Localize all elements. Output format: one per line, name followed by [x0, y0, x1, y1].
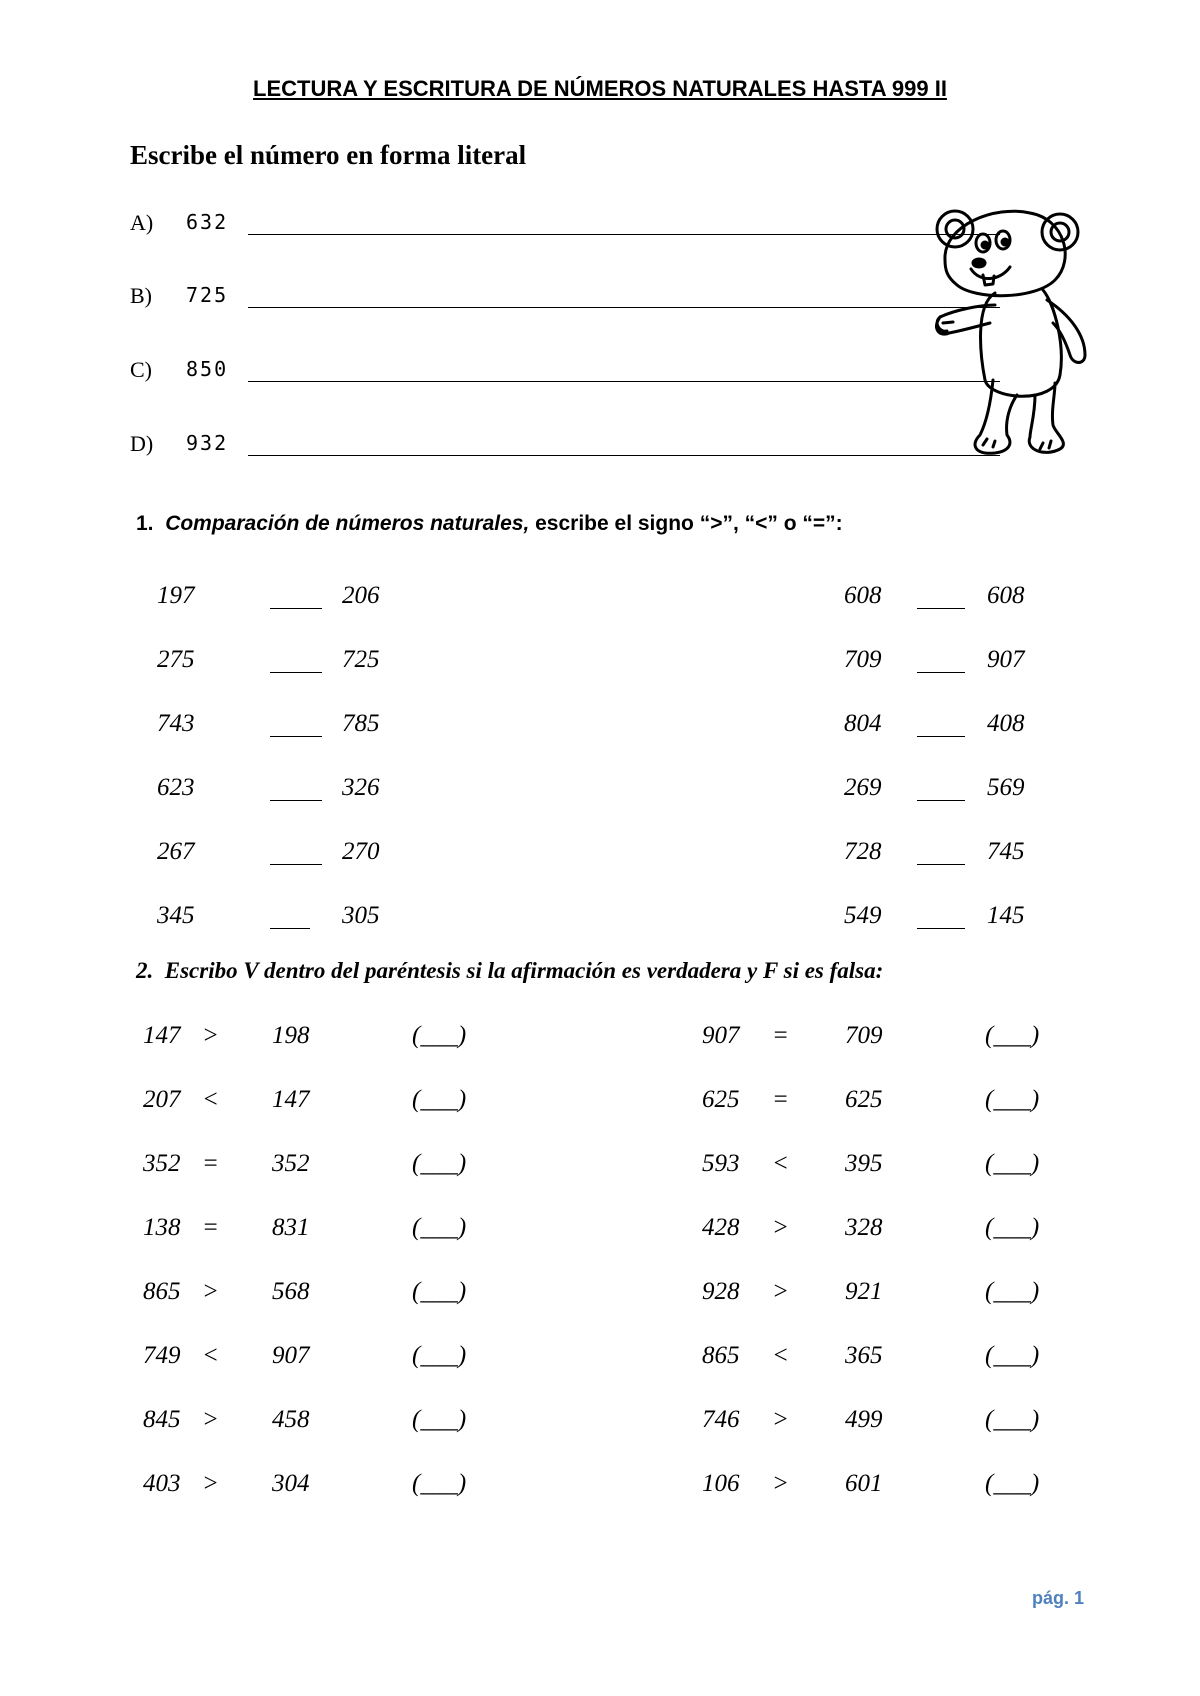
statement-operator: < — [772, 1342, 789, 1369]
sign-blank[interactable] — [917, 842, 965, 865]
answer-line[interactable] — [248, 455, 1000, 456]
sign-blank[interactable] — [270, 906, 310, 929]
statement-right-value: 328 — [845, 1214, 883, 1241]
comparison-left-value: 197 — [157, 582, 195, 609]
statement-left-value: 147 — [143, 1022, 181, 1049]
statement-right-value: 601 — [845, 1470, 883, 1497]
statement-left-value: 403 — [143, 1470, 181, 1497]
answer-parenthesis[interactable]: (___) — [412, 1086, 467, 1113]
statement-right-value: 907 — [272, 1342, 310, 1369]
answer-line[interactable] — [248, 307, 1000, 308]
comparison-right-value: 305 — [342, 902, 380, 929]
sign-blank[interactable] — [270, 714, 322, 737]
comparison-left-value: 269 — [844, 774, 882, 801]
answer-parenthesis[interactable]: (___) — [985, 1086, 1040, 1113]
section1-number: 1. — [136, 512, 154, 535]
literal-label: B) — [130, 283, 152, 308]
statement-operator: < — [772, 1150, 789, 1177]
statement-right-value: 831 — [272, 1214, 310, 1241]
sign-blank[interactable] — [270, 586, 322, 609]
comparison-right-value: 569 — [987, 774, 1025, 801]
statement-left-value: 207 — [143, 1086, 181, 1113]
comparison-left-value: 608 — [844, 582, 882, 609]
comparison-right-value: 270 — [342, 838, 380, 865]
statement-right-value: 304 — [272, 1470, 310, 1497]
literal-number: 725 — [186, 283, 229, 307]
answer-parenthesis[interactable]: (___) — [985, 1150, 1040, 1177]
statement-right-value: 198 — [272, 1022, 310, 1049]
comparison-left-value: 267 — [157, 838, 195, 865]
statement-left-value: 106 — [702, 1470, 740, 1497]
page-number: pág. 1 — [1032, 1588, 1085, 1608]
statement-operator: > — [202, 1022, 219, 1049]
sign-blank[interactable] — [917, 906, 965, 929]
statement-left-value: 907 — [702, 1022, 740, 1049]
answer-parenthesis[interactable]: (___) — [412, 1150, 467, 1177]
section2-number: 2. — [136, 958, 154, 983]
sign-blank[interactable] — [270, 842, 322, 865]
statement-operator: < — [202, 1342, 219, 1369]
statement-operator: = — [202, 1214, 219, 1241]
statement-right-value: 395 — [845, 1150, 883, 1177]
statement-left-value: 428 — [702, 1214, 740, 1241]
bear-illustration-icon — [935, 205, 1125, 457]
answer-parenthesis[interactable]: (___) — [985, 1470, 1040, 1497]
answer-parenthesis[interactable]: (___) — [412, 1406, 467, 1433]
statement-operator: > — [772, 1214, 789, 1241]
sign-blank[interactable] — [917, 650, 965, 673]
answer-line[interactable] — [248, 381, 1000, 382]
sign-blank[interactable] — [917, 714, 965, 737]
answer-parenthesis[interactable]: (___) — [412, 1278, 467, 1305]
page-title: LECTURA Y ESCRITURA DE NÚMEROS NATURALES HASTA 999 II — [253, 76, 947, 101]
statement-operator: > — [202, 1406, 219, 1433]
comparison-left-value: 345 — [157, 902, 195, 929]
sign-blank[interactable] — [270, 650, 322, 673]
statement-right-value: 921 — [845, 1278, 883, 1305]
answer-parenthesis[interactable]: (___) — [985, 1342, 1040, 1369]
answer-line[interactable] — [248, 234, 1000, 235]
section1-heading — [136, 512, 843, 536]
comparison-right-value: 745 — [987, 838, 1025, 865]
statement-right-value: 568 — [272, 1278, 310, 1305]
literal-number: 850 — [186, 357, 229, 381]
answer-parenthesis[interactable]: (___) — [985, 1406, 1040, 1433]
statement-operator: > — [772, 1470, 789, 1497]
statement-operator: < — [202, 1086, 219, 1113]
statement-right-value: 147 — [272, 1086, 310, 1113]
statement-left-value: 845 — [143, 1406, 181, 1433]
comparison-left-value: 728 — [844, 838, 882, 865]
section2-heading-text: Escribo V dentro del paréntesis si la afirmación es verdadera y F si es falsa: — [164, 958, 884, 983]
comparison-right-value: 145 — [987, 902, 1025, 929]
answer-parenthesis[interactable]: (___) — [412, 1470, 467, 1497]
literal-label: C) — [130, 357, 152, 382]
statement-right-value: 458 — [272, 1406, 310, 1433]
statement-left-value: 928 — [702, 1278, 740, 1305]
section2-heading — [136, 958, 883, 984]
comparison-right-value: 206 — [342, 582, 380, 609]
answer-parenthesis[interactable]: (___) — [985, 1278, 1040, 1305]
comparison-left-value: 275 — [157, 646, 195, 673]
section1-heading-rest: escribe el signo “>”, “<” o “=”: — [529, 512, 843, 535]
answer-parenthesis[interactable]: (___) — [985, 1214, 1040, 1241]
statement-left-value: 865 — [702, 1342, 740, 1369]
literal-label: D) — [130, 431, 154, 456]
sign-blank[interactable] — [917, 778, 965, 801]
statement-left-value: 138 — [143, 1214, 181, 1241]
answer-parenthesis[interactable]: (___) — [412, 1022, 467, 1049]
comparison-left-value: 549 — [844, 902, 882, 929]
statement-right-value: 352 — [272, 1150, 310, 1177]
answer-parenthesis[interactable]: (___) — [985, 1022, 1040, 1049]
statement-left-value: 593 — [702, 1150, 740, 1177]
statement-left-value: 352 — [143, 1150, 181, 1177]
statement-operator: > — [772, 1406, 789, 1433]
section1-heading-italic: Comparación de números naturales, — [165, 512, 530, 535]
comparison-right-value: 785 — [342, 710, 380, 737]
statement-right-value: 499 — [845, 1406, 883, 1433]
statement-right-value: 709 — [845, 1022, 883, 1049]
answer-parenthesis[interactable]: (___) — [412, 1214, 467, 1241]
comparison-right-value: 725 — [342, 646, 380, 673]
statement-operator: = — [772, 1086, 789, 1113]
comparison-right-value: 408 — [987, 710, 1025, 737]
statement-operator: > — [202, 1278, 219, 1305]
statement-operator: > — [202, 1470, 219, 1497]
comparison-right-value: 608 — [987, 582, 1025, 609]
literal-number: 632 — [186, 210, 229, 234]
sign-blank[interactable] — [917, 586, 965, 609]
answer-parenthesis[interactable]: (___) — [412, 1342, 467, 1369]
comparison-left-value: 623 — [157, 774, 195, 801]
statement-left-value: 746 — [702, 1406, 740, 1433]
comparison-left-value: 804 — [844, 710, 882, 737]
statement-left-value: 625 — [702, 1086, 740, 1113]
literal-label: A) — [130, 210, 154, 235]
comparison-right-value: 326 — [342, 774, 380, 801]
sign-blank[interactable] — [270, 778, 322, 801]
comparison-right-value: 907 — [987, 646, 1025, 673]
literal-number: 932 — [186, 431, 229, 455]
statement-operator: > — [772, 1278, 789, 1305]
statement-operator: = — [772, 1022, 789, 1049]
statement-left-value: 865 — [143, 1278, 181, 1305]
literal-heading: Escribe el número en forma literal — [130, 140, 527, 170]
statement-right-value: 365 — [845, 1342, 883, 1369]
statement-right-value: 625 — [845, 1086, 883, 1113]
comparison-left-value: 709 — [844, 646, 882, 673]
statement-operator: = — [202, 1150, 219, 1177]
statement-left-value: 749 — [143, 1342, 181, 1369]
comparison-left-value: 743 — [157, 710, 195, 737]
